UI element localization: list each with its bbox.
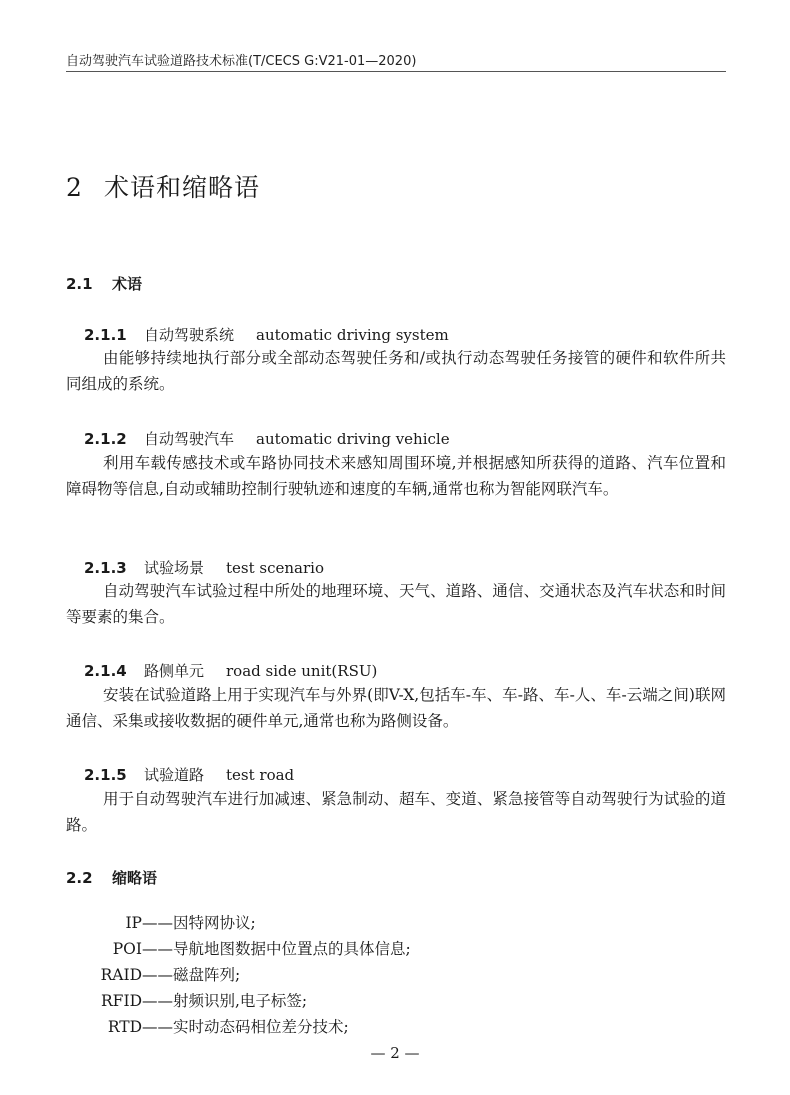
- term-en: road side unit(RSU): [226, 662, 378, 680]
- abbreviation-meaning: ——射频识别,电子标签;: [142, 992, 308, 1010]
- term-en: automatic driving system: [256, 326, 449, 344]
- section-title: 术语: [112, 275, 143, 293]
- abbreviation-item: [60, 910, 411, 936]
- term-heading: [84, 428, 450, 449]
- abbreviation-code: RFID: [101, 992, 142, 1010]
- term-number: 2.1.5: [84, 766, 127, 784]
- abbreviation-code: RAID: [100, 966, 142, 984]
- chapter-title-text: 术语和缩略语: [104, 173, 261, 202]
- term-definition: 自动驾驶汽车试验过程中所处的地理环境、天气、道路、通信、交通状态及汽车状态和时间等要素的集合。: [66, 582, 726, 626]
- section-number: 2.2: [66, 869, 93, 887]
- abbreviation-meaning: ——导航地图数据中位置点的具体信息;: [142, 940, 411, 958]
- term-number: 2.1.4: [84, 662, 127, 680]
- term-en: test scenario: [226, 559, 324, 577]
- term-en: test road: [226, 766, 295, 784]
- abbreviation-list: [60, 910, 411, 1040]
- term-zh: 试验场景: [144, 559, 205, 577]
- term-zh: 试验道路: [144, 766, 205, 784]
- running-header: 自动驾驶汽车试验道路技术标准(T/CECS G:V21-01—2020): [66, 54, 417, 69]
- term-zh: 自动驾驶汽车: [144, 430, 235, 448]
- header-rule: [66, 71, 726, 72]
- term-definition: 用于自动驾驶汽车进行加减速、紧急制动、超车、变道、紧急接管等自动驾驶行为试验的道路。: [66, 790, 726, 834]
- section-number: 2.1: [66, 275, 93, 293]
- section-title: 缩略语: [112, 869, 158, 887]
- term-number: 2.1.3: [84, 559, 127, 577]
- abbreviation-code: RTD: [107, 1018, 142, 1036]
- term-heading: [84, 660, 377, 681]
- page-number: — 2 —: [370, 1044, 420, 1062]
- term-zh: 路侧单元: [144, 662, 205, 680]
- abbreviation-code: IP: [125, 914, 142, 932]
- term-heading: [84, 764, 294, 785]
- chapter-title: [66, 168, 260, 204]
- term-definition: 由能够持续地执行部分或全部动态驾驶任务和/或执行动态驾驶任务接管的硬件和软件所共同组成的系统。: [66, 349, 726, 393]
- chapter-number: 2: [66, 173, 83, 202]
- term-definition: 利用车载传感技术或车路协同技术来感知周围环境,并根据感知所获得的道路、汽车位置和障碍物等信息,自动或辅助控制行驶轨迹和速度的车辆,通常也称为智能网联汽车。: [66, 454, 726, 498]
- abbreviation-meaning: ——实时动态码相位差分技术;: [142, 1018, 349, 1036]
- term-en: automatic driving vehicle: [256, 430, 450, 448]
- abbreviation-item: [60, 962, 411, 988]
- term-zh: 自动驾驶系统: [144, 326, 235, 344]
- term-definition: 安装在试验道路上用于实现汽车与外界(即V-X,包括车-车、车-路、车-人、车-云端之间)联网通信、采集或接收数据的硬件单元,通常也称为路侧设备。: [66, 686, 726, 730]
- section-heading-abbreviations: [66, 867, 157, 888]
- section-heading-terms: [66, 273, 142, 294]
- abbreviation-code: POI: [112, 940, 142, 958]
- term-number: 2.1.2: [84, 430, 127, 448]
- term-heading: [84, 557, 324, 578]
- abbreviation-meaning: ——磁盘阵列;: [142, 966, 241, 984]
- abbreviation-item: [60, 988, 411, 1014]
- abbreviation-item: [60, 1014, 411, 1040]
- term-number: 2.1.1: [84, 326, 127, 344]
- term-heading: [84, 324, 449, 345]
- abbreviation-item: [60, 936, 411, 962]
- abbreviation-meaning: ——因特网协议;: [142, 914, 256, 932]
